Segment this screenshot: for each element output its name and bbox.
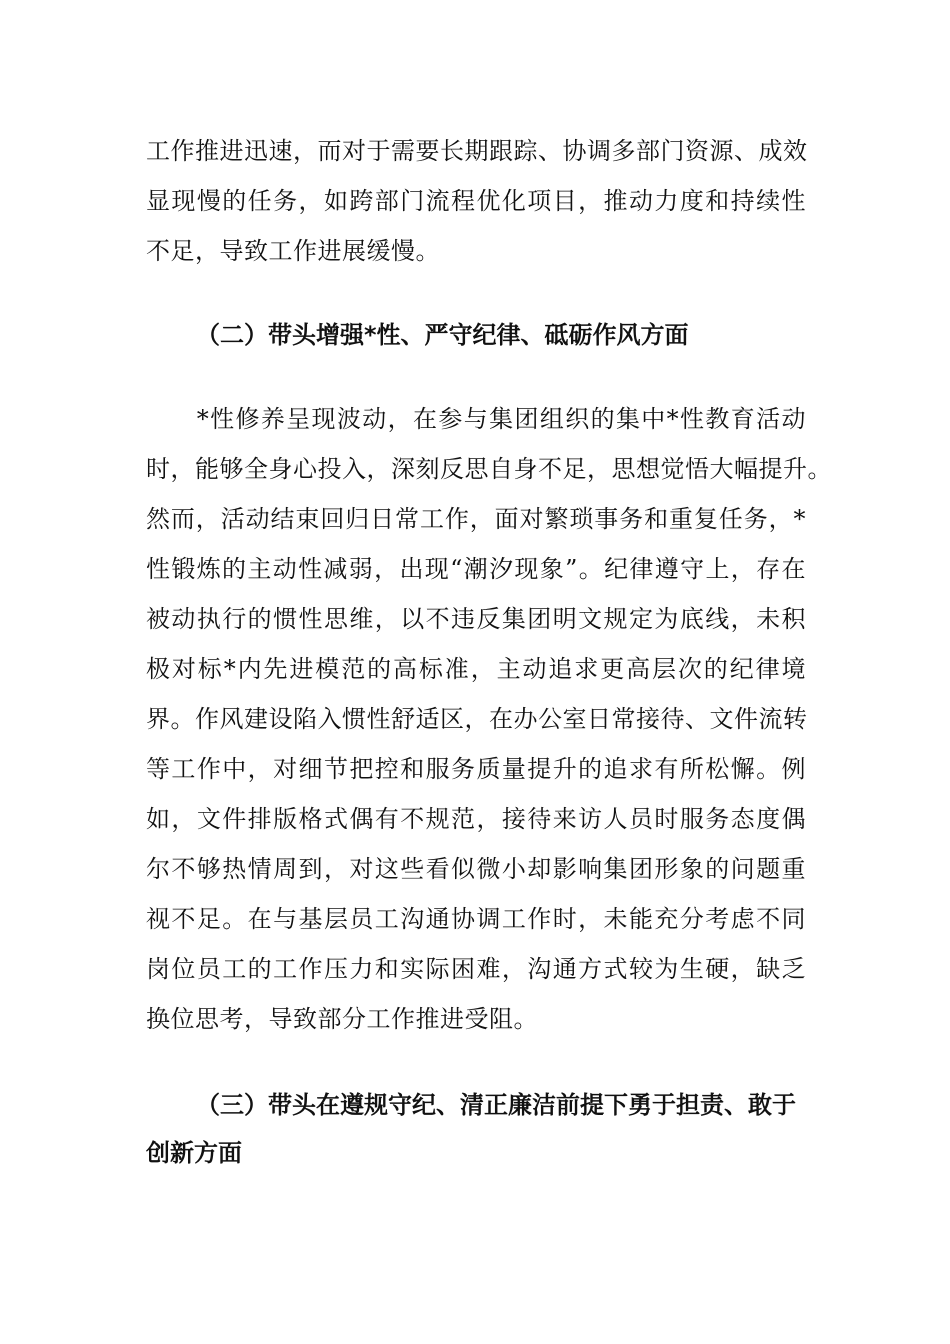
- paragraph-line: 性锻炼的主动性减弱，出现“潮汐现象”。纪律遵守上，存在: [146, 555, 806, 583]
- paragraph-line: 换位思考，导致部分工作推进受阻。: [146, 1005, 538, 1033]
- paragraph-line: 岗位员工的工作压力和实际困难，沟通方式较为生硬，缺乏: [146, 955, 806, 983]
- paragraph-line: 被动执行的惯性思维，以不违反集团明文规定为底线，未积: [146, 605, 806, 633]
- paragraph-line: 尔不够热情周到，对这些看似微小却影响集团形象的问题重: [146, 855, 806, 883]
- paragraph-line: 不足，导致工作进展缓慢。: [146, 237, 440, 265]
- paragraph-line: 等工作中，对细节把控和服务质量提升的追求有所松懈。例: [146, 755, 806, 783]
- section-heading-3: （三）带头在遵规守纪、清正廉洁前提下勇于担责、敢于: [196, 1091, 796, 1119]
- paragraph-line: 工作推进迅速，而对于需要长期跟踪、协调多部门资源、成效: [146, 137, 808, 165]
- paragraph-line: *性修养呈现波动，在参与集团组织的集中*性教育活动: [146, 405, 806, 433]
- paragraph-line: 界。作风建设陷入惯性舒适区，在办公室日常接待、文件流转: [146, 705, 808, 733]
- paragraph-line: 然而，活动结束回归日常工作，面对繁琐事务和重复任务，*: [146, 505, 806, 533]
- paragraph-line: 极对标*内先进模范的高标准，主动追求更高层次的纪律境: [146, 655, 806, 683]
- section-heading-2: （二）带头增强*性、严守纪律、砥砺作风方面: [196, 321, 689, 349]
- paragraph-line: 时，能够全身心投入，深刻反思自身不足，思想觉悟大幅提升。: [146, 455, 832, 483]
- section-heading-3-continued: 创新方面: [146, 1139, 242, 1167]
- paragraph-line: 如，文件排版格式偶有不规范，接待来访人员时服务态度偶: [146, 805, 806, 833]
- paragraph-line: 视不足。在与基层员工沟通协调工作时，未能充分考虑不同: [146, 905, 806, 933]
- paragraph-line: 显现慢的任务，如跨部门流程优化项目，推动力度和持续性: [146, 187, 806, 215]
